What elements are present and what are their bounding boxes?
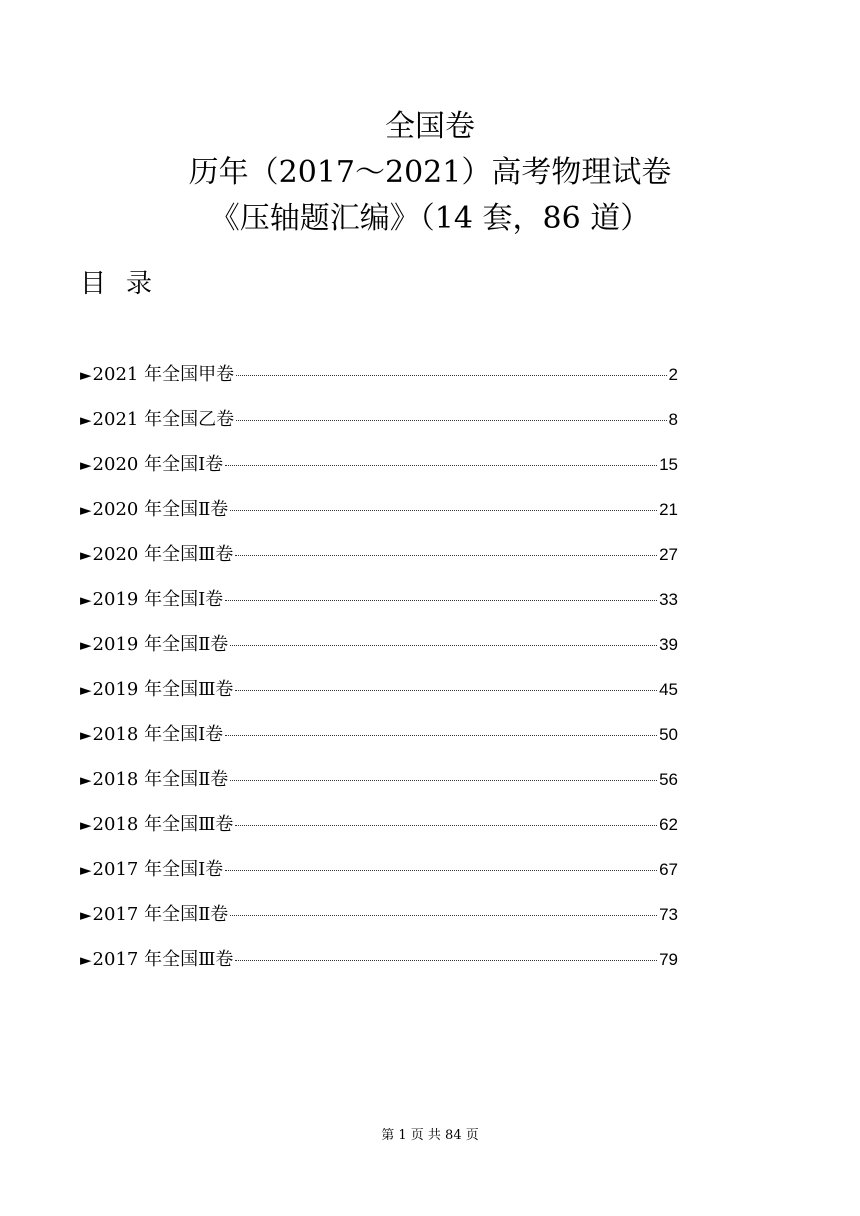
toc-entry-label: 2020 年全国Ⅰ卷 — [92, 454, 224, 475]
triangle-bullet-icon: ► — [80, 366, 92, 384]
toc-entry[interactable] — [80, 712, 678, 757]
toc-entry-label: 2017 年全国Ⅱ卷 — [92, 904, 229, 925]
toc-entry[interactable] — [80, 532, 678, 577]
triangle-bullet-icon: ► — [80, 591, 92, 609]
toc-entry-page-number: 15 — [659, 455, 678, 474]
dotted-leader — [225, 465, 657, 466]
toc-entry-label: 2019 年全国Ⅰ卷 — [92, 589, 224, 610]
toc-entry[interactable] — [80, 397, 678, 442]
page-footer: 第 1 页 共 84 页 — [381, 1128, 479, 1143]
toc-entry[interactable] — [80, 847, 678, 892]
title-line-3: 《压轴题汇编》（14 套，86 道） — [209, 201, 651, 236]
toc-entry-label: 2017 年全国Ⅰ卷 — [92, 859, 224, 880]
toc-entry[interactable] — [80, 892, 678, 937]
document-title — [0, 104, 860, 242]
toc-entry-page-number: 8 — [668, 410, 678, 429]
toc-entry-page-number: 67 — [659, 860, 678, 879]
toc-entry-page-number: 50 — [659, 725, 678, 744]
triangle-bullet-icon: ► — [80, 636, 92, 654]
dotted-leader — [225, 870, 657, 871]
dotted-leader — [235, 825, 657, 826]
triangle-bullet-icon: ► — [80, 951, 92, 969]
dotted-leader — [225, 600, 657, 601]
toc-entry-page-number: 33 — [659, 590, 678, 609]
toc-entry[interactable] — [80, 487, 678, 532]
triangle-bullet-icon: ► — [80, 411, 92, 429]
triangle-bullet-icon: ► — [80, 456, 92, 474]
dotted-leader — [230, 915, 657, 916]
toc-entry-label: 2021 年全国乙卷 — [92, 409, 235, 430]
toc-entry[interactable] — [80, 352, 678, 397]
table-of-contents — [80, 352, 678, 982]
dotted-leader — [225, 735, 657, 736]
toc-entry-page-number: 2 — [668, 365, 678, 384]
toc-entry[interactable] — [80, 937, 678, 982]
triangle-bullet-icon: ► — [80, 816, 92, 834]
triangle-bullet-icon: ► — [80, 501, 92, 519]
toc-entry-label: 2020 年全国Ⅲ卷 — [92, 544, 234, 565]
toc-heading: 目录 — [80, 269, 173, 299]
toc-entry-page-number: 73 — [659, 905, 678, 924]
toc-entry-label: 2017 年全国Ⅲ卷 — [92, 949, 234, 970]
toc-entry-label: 2018 年全国Ⅰ卷 — [92, 724, 224, 745]
dotted-leader — [230, 780, 657, 781]
toc-entry-label: 2019 年全国Ⅱ卷 — [92, 634, 229, 655]
dotted-leader — [230, 510, 657, 511]
dotted-leader — [236, 375, 666, 376]
dotted-leader — [235, 960, 657, 961]
toc-entry-page-number: 45 — [659, 680, 678, 699]
title-line-1: 全国卷 — [385, 109, 475, 144]
dotted-leader — [235, 690, 657, 691]
toc-entry-label: 2019 年全国Ⅲ卷 — [92, 679, 234, 700]
toc-entry[interactable] — [80, 622, 678, 667]
toc-entry[interactable] — [80, 757, 678, 802]
toc-entry-page-number: 56 — [659, 770, 678, 789]
toc-entry[interactable] — [80, 667, 678, 712]
triangle-bullet-icon: ► — [80, 681, 92, 699]
toc-entry[interactable] — [80, 442, 678, 487]
dotted-leader — [230, 645, 657, 646]
triangle-bullet-icon: ► — [80, 546, 92, 564]
toc-entry-page-number: 39 — [659, 635, 678, 654]
toc-entry-label: 2020 年全国Ⅱ卷 — [92, 499, 229, 520]
triangle-bullet-icon: ► — [80, 726, 92, 744]
toc-entry-page-number: 62 — [659, 815, 678, 834]
triangle-bullet-icon: ► — [80, 906, 92, 924]
title-line-2: 历年（2017～2021）高考物理试卷 — [188, 155, 672, 190]
toc-entry-page-number: 21 — [659, 500, 678, 519]
dotted-leader — [236, 420, 666, 421]
toc-entry-label: 2018 年全国Ⅲ卷 — [92, 814, 234, 835]
toc-entry-label: 2021 年全国甲卷 — [92, 364, 235, 385]
toc-entry[interactable] — [80, 802, 678, 847]
toc-entry-page-number: 27 — [659, 545, 678, 564]
toc-entry-label: 2018 年全国Ⅱ卷 — [92, 769, 229, 790]
triangle-bullet-icon: ► — [80, 771, 92, 789]
dotted-leader — [235, 555, 657, 556]
toc-entry[interactable] — [80, 577, 678, 622]
toc-entry-page-number: 79 — [659, 950, 678, 969]
triangle-bullet-icon: ► — [80, 861, 92, 879]
